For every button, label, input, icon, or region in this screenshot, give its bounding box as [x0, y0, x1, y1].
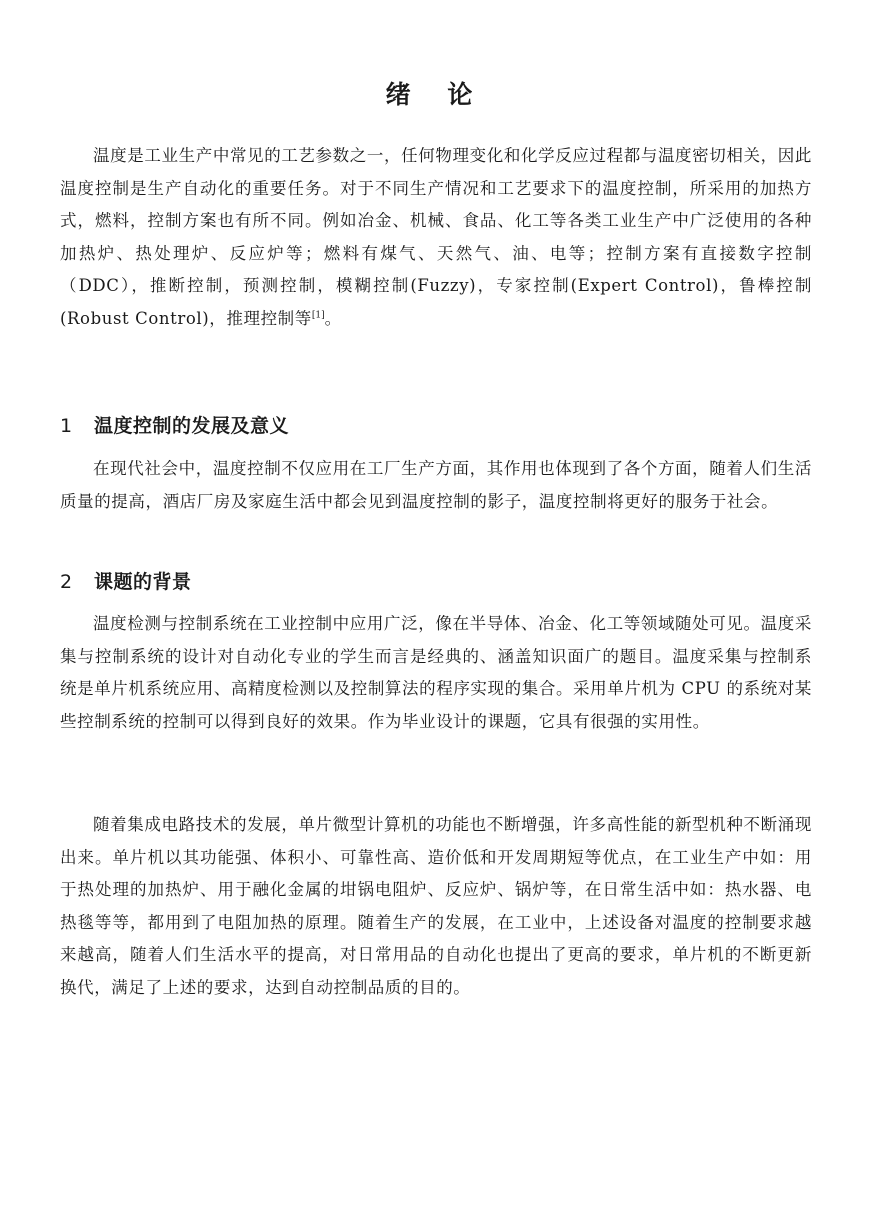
intro-paragraph: [60, 140, 812, 335]
section-2-heading: [60, 567, 812, 597]
section-2-number: 2: [60, 571, 73, 593]
citation-ref: [1]: [311, 310, 325, 320]
section-2-paragraph-2: 随着集成电路技术的发展，单片微型计算机的功能也不断增强，许多高性能的新型机种不断涌现出来。单片机以其功能强、体积小、可靠性高、造价低和开发周期短等优点，在工业生产中如：用于热处理的加热炉、用于融化金属的坩锅电阻炉、反应炉、锅炉等，在日常生活中如：热水器、电热毯等等，都用到了电阻加热的原理。随着生产的发展，在工业中，上述设备对温度的控制要求越来越高，随着人们生活水平的提高，对日常用品的自动化也提出了更高的要求，单片机的不断更新换代，满足了上述的要求，达到自动控制品质的目的。: [60, 815, 812, 997]
intro-end: 。: [324, 308, 342, 328]
document-title: 绪 论: [385, 79, 487, 109]
section-1-paragraph: 在现代社会中，温度控制不仅应用在工厂生产方面，其作用也体现到了各个方面，随着人们生活质量的提高，酒店厂房及家庭生活中都会见到温度控制的影子，温度控制将更好的服务于社会。: [60, 459, 812, 511]
intro-text: 温度是工业生产中常见的工艺参数之一，任何物理变化和化学反应过程都与温度密切相关，因此温度控制是生产自动化的重要任务。对于不同生产情况和工艺要求下的温度控制，所采用的加热方式，燃料，控制方案也有所不同。例如冶金、机械、食品、化工等各类工业生产中广泛使用的各种加热炉、热处理炉、反应炉等；燃料有煤气、天然气、油、电等；控制方案有直接数字控制（DDC），推断控制，预测控制，模糊控制(Fuzzy)，专家控制(Expert Control)，鲁棒控制(Robust Control)，推理控制等: [60, 146, 812, 328]
section-2-title: 课题的背景: [94, 571, 192, 593]
section-1-number: 1: [60, 415, 73, 437]
section-2-paragraph-1: 温度检测与控制系统在工业控制中应用广泛，像在半导体、冶金、化工等领域随处可见。温度采集与控制系统的设计对自动化专业的学生而言是经典的、涵盖知识面广的题目。温度采集与控制系统是单片机系统应用、高精度检测以及控制算法的程序实现的集合。采用单片机为 CPU 的系统对某些控制系统的控制可以得到良好的效果。作为毕业设计的课题，它具有很强的实用性。: [60, 614, 812, 731]
section-1-heading: [60, 411, 812, 441]
section-1-title: 温度控制的发展及意义: [94, 415, 290, 437]
